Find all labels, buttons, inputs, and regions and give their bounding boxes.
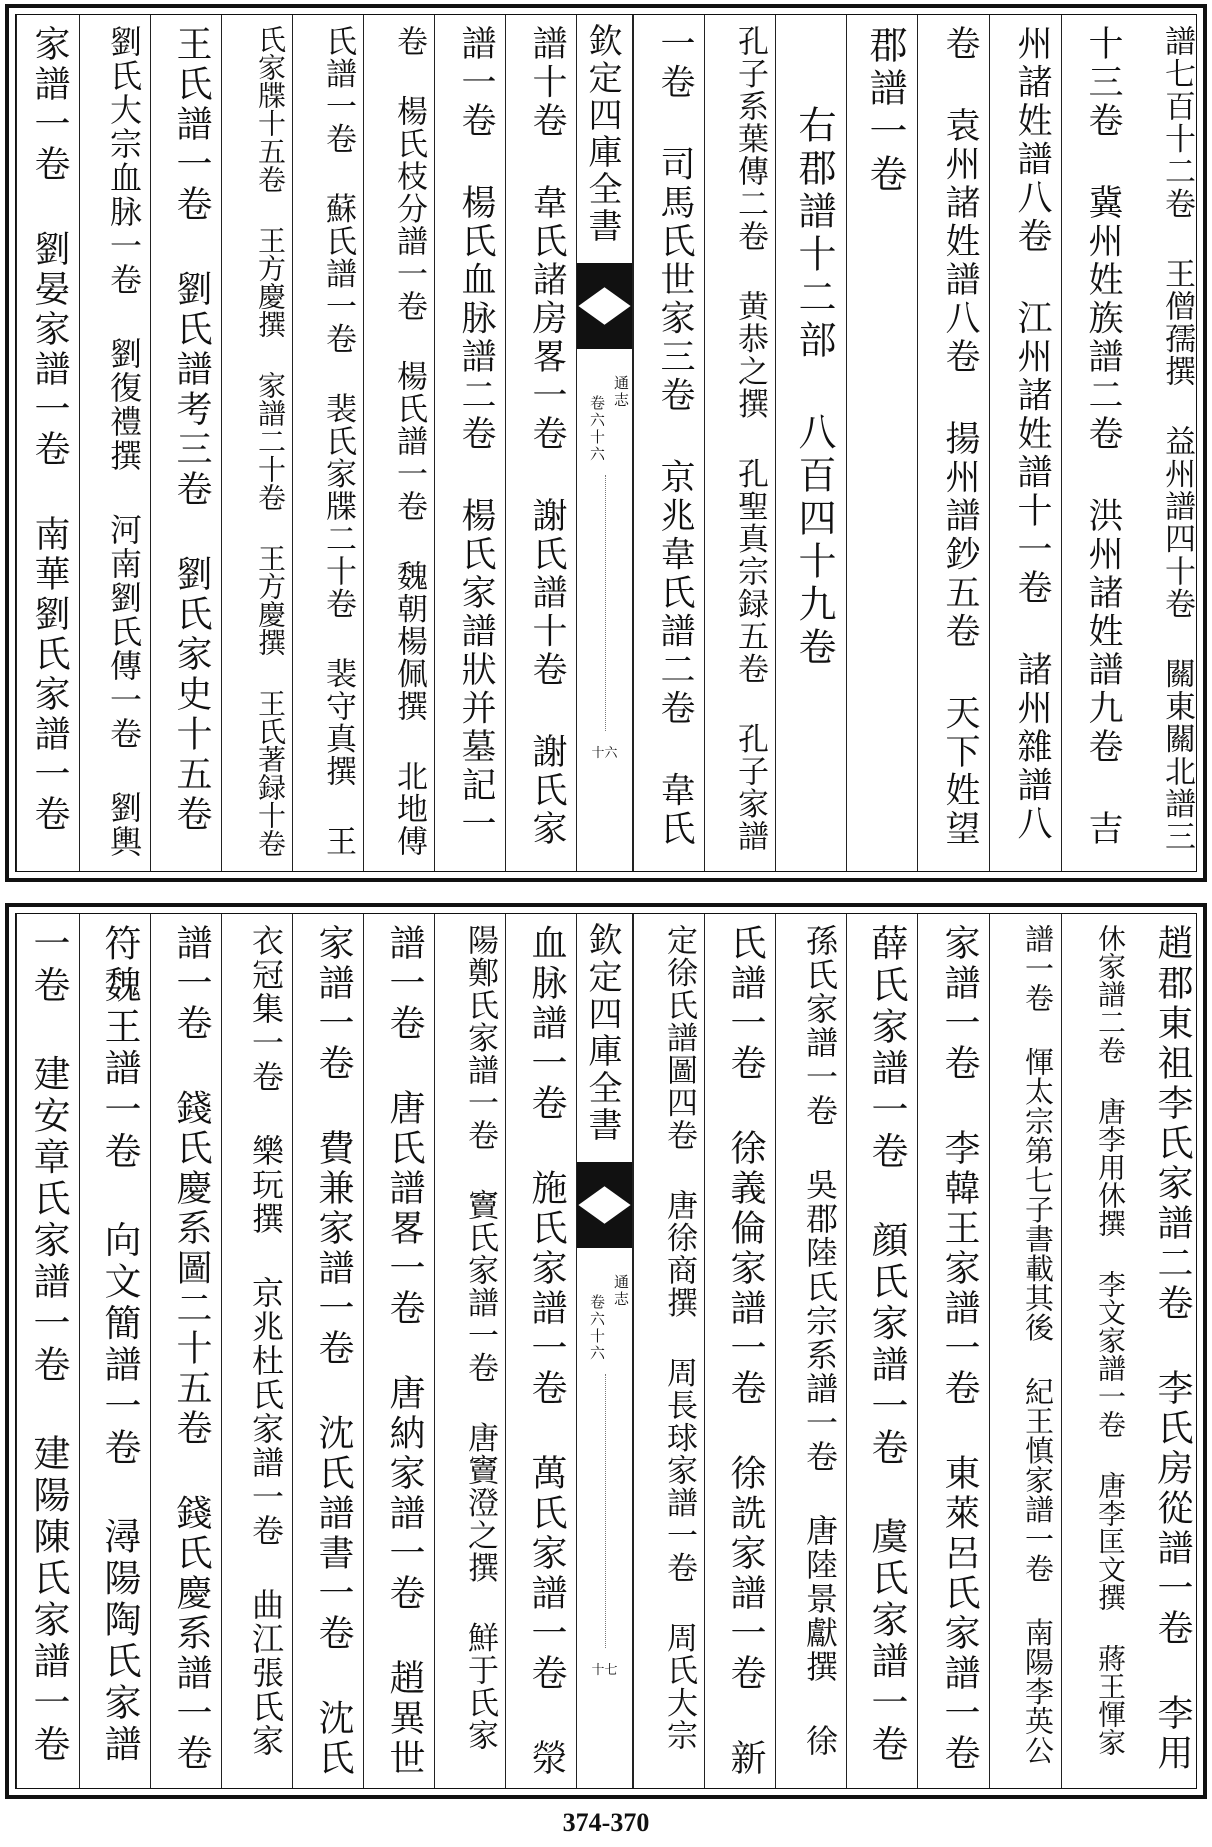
collection-title: 欽定四庫全書 bbox=[582, 922, 622, 1144]
text-column bbox=[363, 15, 434, 871]
column-text: 孫氏家譜一卷 吳郡陸氏宗系譜一卷 唐陸景獻撰 徐 bbox=[801, 924, 839, 1758]
column-text: 氏家牒十五卷 王方慶撰 家譜二十卷 王方慶撰 王氏著録十卷 bbox=[254, 25, 287, 857]
text-column bbox=[16, 15, 79, 871]
column-text: 劉氏大宗血脉一卷 劉復禮撰 河南劉氏傳一卷 劉輿 bbox=[105, 25, 143, 859]
text-column bbox=[16, 914, 79, 1788]
column-text: 譜一卷 楊氏血脉譜二卷 楊氏家譜狀并墓記一 bbox=[456, 25, 496, 844]
page-frame bbox=[15, 913, 1197, 1789]
text-column bbox=[79, 15, 150, 871]
column-text: 一卷 建安章氏家譜一卷 建陽陳氏家譜一卷 bbox=[27, 924, 70, 1766]
column-text: 譜一卷 錢氏慶系圖二十五卷 錢氏慶系譜一卷 bbox=[171, 924, 212, 1774]
page-number: 十六 bbox=[591, 746, 618, 761]
center-line bbox=[605, 1374, 606, 1648]
column-text: 衣冠集一卷 樂玩撰 京兆杜氏家譜一卷 曲江張氏家 bbox=[247, 924, 285, 1758]
text-column bbox=[633, 914, 704, 1788]
column-text: 一卷 司馬氏世家三卷 京兆韋氏譜二卷 韋氏 bbox=[655, 25, 695, 849]
column-text: 趙郡東祖李氏家譜二卷 李氏房從譜一卷 李用 bbox=[1152, 924, 1193, 1774]
text-column bbox=[1132, 914, 1202, 1788]
fishtail-mark bbox=[577, 305, 632, 349]
column-text: 王氏譜一卷 劉氏譜考三卷 劉氏家史十五卷 bbox=[171, 25, 212, 835]
column-text: 定徐氏譜圖四卷 唐徐商撰 周長球家譜一卷 周氏大宗 bbox=[661, 924, 697, 1752]
text-column bbox=[1061, 914, 1132, 1788]
center-fold-margin bbox=[576, 914, 633, 1788]
column-text: 譜一卷 惲太宗第七子書載其後 紀王慎家譜一卷 南陽李英公 bbox=[1021, 924, 1055, 1765]
column-text: 州諸姓譜八卷 江州諸姓譜十一卷 諸州雜譜八 bbox=[1012, 25, 1052, 844]
text-column bbox=[989, 914, 1061, 1788]
column-text: 符魏王譜一卷 向文簡譜一卷 潯陽陶氏家譜 bbox=[98, 924, 141, 1766]
text-column bbox=[704, 15, 775, 871]
text-column bbox=[775, 15, 846, 871]
text-column bbox=[1132, 15, 1202, 871]
text-column bbox=[79, 914, 150, 1788]
center-fold-margin bbox=[576, 15, 633, 871]
text-column bbox=[434, 15, 505, 871]
column-text: 譜七百十二卷 王僧孺撰 益州譜四十卷 關東關北譜三 bbox=[1159, 25, 1195, 853]
page-number: 十七 bbox=[591, 1663, 618, 1678]
column-text: 氏譜一卷 徐義倫家譜一卷 徐詵家譜一卷 新 bbox=[725, 924, 766, 1779]
fishtail-mark bbox=[577, 1162, 632, 1206]
juan-number: 卷六十六 bbox=[588, 1294, 606, 1362]
text-column bbox=[917, 15, 989, 871]
column-text: 右郡譜十二部 八百四十九卷 bbox=[792, 105, 836, 670]
text-column bbox=[704, 914, 775, 1788]
reference-number: 374-370 bbox=[562, 1808, 650, 1837]
column-text: 孔子系葉傳二卷 黄恭之撰 孔聖真宗録五卷 孔子家譜 bbox=[732, 25, 768, 853]
upper-book-page bbox=[5, 4, 1207, 882]
text-column bbox=[846, 15, 917, 871]
text-column bbox=[434, 914, 505, 1788]
column-text: 譜一卷 唐氏譜畧一卷 唐納家譜一卷 趙異世 bbox=[384, 924, 425, 1779]
text-column bbox=[292, 914, 363, 1788]
lower-book-page bbox=[5, 903, 1207, 1799]
column-text: 譜十卷 韋氏諸房畧一卷 謝氏譜十卷 謝氏家 bbox=[527, 25, 567, 849]
text-column bbox=[917, 914, 989, 1788]
book-title: 通志 bbox=[612, 375, 630, 409]
column-text: 陽鄭氏家譜一卷 竇氏家譜一卷 唐竇澄之撰 鮮于氏家 bbox=[462, 924, 498, 1752]
column-text: 郡譜一卷 bbox=[863, 25, 907, 197]
juan-number: 卷六十六 bbox=[588, 395, 606, 463]
text-column bbox=[775, 914, 846, 1788]
center-line bbox=[605, 475, 606, 731]
column-text: 休家譜二卷 唐李用休撰 李文家譜一卷 唐李匡文撰 蔣王惲家 bbox=[1094, 924, 1127, 1756]
text-column bbox=[505, 15, 576, 871]
column-text: 家譜一卷 劉晏家譜一卷 南華劉氏家譜一卷 bbox=[29, 25, 70, 835]
text-column bbox=[221, 15, 292, 871]
text-column bbox=[846, 914, 917, 1788]
text-column bbox=[150, 15, 221, 871]
page-frame bbox=[15, 14, 1197, 872]
text-column bbox=[989, 15, 1061, 871]
text-column bbox=[292, 15, 363, 871]
column-text: 氏譜一卷 蘇氏譜一卷 裴氏家牒二十卷 裴守真撰 王 bbox=[320, 25, 356, 858]
fishtail-mark bbox=[577, 263, 632, 307]
text-column bbox=[221, 914, 292, 1788]
text-column bbox=[505, 914, 576, 1788]
column-text: 家譜一卷 李韓王家譜一卷 東萊呂氏家譜一卷 bbox=[939, 924, 980, 1774]
column-text: 家譜一卷 費兼家譜一卷 沈氏譜書一卷 沈氏 bbox=[313, 924, 354, 1779]
text-column bbox=[363, 914, 434, 1788]
text-column bbox=[633, 15, 704, 871]
column-text: 卷 袁州諸姓譜八卷 揚州譜鈔五卷 天下姓望 bbox=[940, 25, 980, 849]
column-text: 血脉譜一卷 施氏家譜一卷 萬氏家譜一卷 滎 bbox=[526, 924, 567, 1779]
book-title: 通志 bbox=[612, 1274, 630, 1308]
column-text: 薛氏家譜一卷 顔氏家譜一卷 虞氏家譜一卷 bbox=[865, 924, 908, 1766]
text-column bbox=[1061, 15, 1132, 871]
collection-title: 欽定四庫全書 bbox=[582, 23, 622, 245]
column-text: 卷 楊氏枝分譜一卷 楊氏譜一卷 魏朝楊佩撰 北地傅 bbox=[391, 25, 427, 858]
column-text: 十三卷 冀州姓族譜二卷 洪州諸姓譜九卷 吉 bbox=[1083, 25, 1123, 849]
text-column bbox=[150, 914, 221, 1788]
fishtail-mark bbox=[577, 1204, 632, 1248]
